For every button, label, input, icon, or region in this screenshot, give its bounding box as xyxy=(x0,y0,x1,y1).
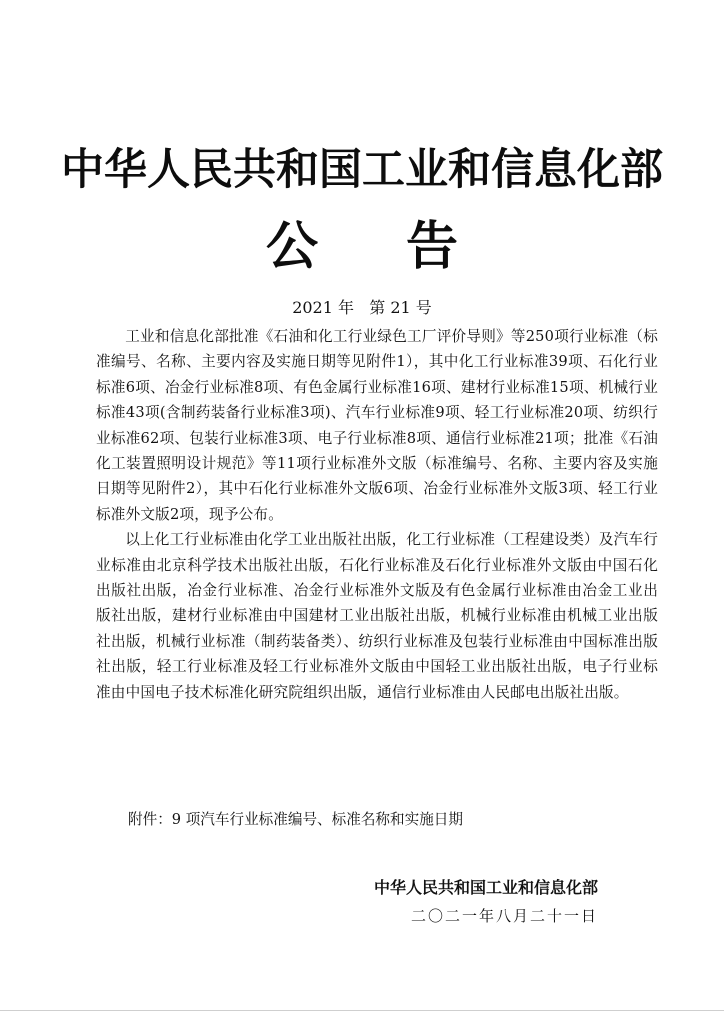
attachment-note: 附件：9 项汽车行业标准编号、标准名称和实施日期 xyxy=(128,811,463,828)
signature-block xyxy=(374,876,598,928)
signature-date: 二〇二一年八月二十一日 xyxy=(410,907,598,925)
page-bottom-rule xyxy=(0,1010,724,1011)
document-type-heading xyxy=(0,214,724,280)
doc-type-char-2: 告 xyxy=(406,217,459,277)
announcement-body xyxy=(96,324,658,705)
signature-org: 中华人民共和国工业和信息化部 xyxy=(373,878,598,897)
document-number: 2021 年 第 21 号 xyxy=(292,298,432,317)
body-paragraph-1: 工业和信息化部批准《石油和化工行业绿色工厂评价导则》等250项行业标准（标准编号、名称、主要内容及实施日期等见附件1），其中化工行业标准39项、石化行业标准6项、冶金行业标准8项、有色金属行业标准16项、建材行业标准15项、机械行业标准43项(含制药装备行业标准3项)、汽车行业标准9项、轻工行业标准20项、纺织行业标准62项、包装行业标准3项、电子行业标准8项、通信行业标准21项；批准《石油化工装置照明设计规范》等11项行业标准外文版（标准编号、名称、主要内容及实施日期等见附件2），其中石化行业标准外文版6项、冶金行业标准外文版3项、轻工行业标准外文版2项，现予公布。 xyxy=(96,328,658,523)
issuer-title: 中华人民共和国工业和信息化部 xyxy=(61,145,663,195)
doc-type-char-1: 公 xyxy=(265,217,318,277)
body-paragraph-2: 以上化工行业标准由化学工业出版社出版，化工行业标准（工程建设类）及汽车行业标准由北京科学技术出版社出版，石化行业标准及石化行业标准外文版由中国石化出版社出版，冶金行业标准、冶金行业标准外文版及有色金属行业标准由冶金工业出版社出版，建材行业标准由中国建材工业出版社出版，机械行业标准由机械工业出版社出版，机械行业标准（制药装备类）、纺织行业标准及包装行业标准由中国标准出版社出版，轻工行业标准及轻工行业标准外文版由中国轻工业出版社出版，电子行业标准由中国电子技术标准化研究院组织出版，通信行业标准由人民邮电出版社出版。 xyxy=(96,531,658,701)
